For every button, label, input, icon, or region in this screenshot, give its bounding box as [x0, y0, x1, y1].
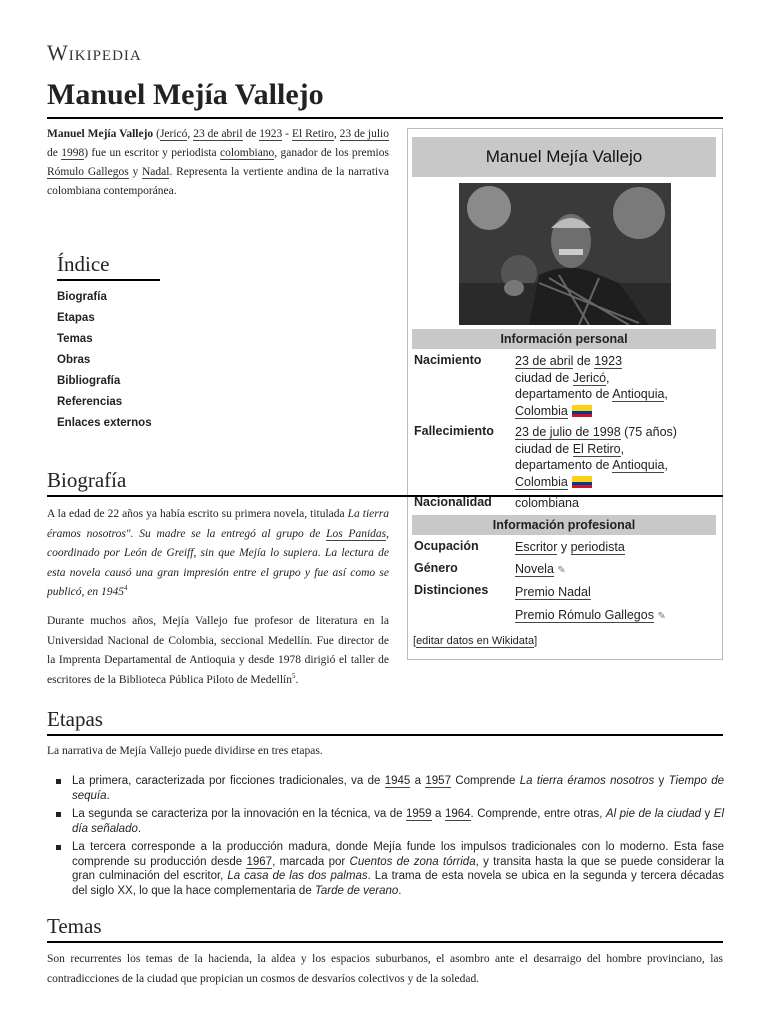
section-personal: Información personal — [412, 329, 716, 349]
work-al-pie: Al pie de la ciudad — [605, 808, 702, 820]
colombia-flag-icon — [572, 405, 592, 417]
etapa3-text-a: La tercera corresponde a la producción madura, donde Mejía funde los impulsos tradicionales con lo moderno. Esta fase comprende su producción desde — [72, 841, 724, 868]
list-item: La segunda se caracteriza por la innovación en la técnica, va de 1959 a 1964. Comprende, entre otras, Al pie de la ciudad y El día señalado. — [72, 808, 725, 835]
link-nac-date[interactable]: 23 de abril — [515, 354, 574, 368]
infobox — [407, 128, 723, 660]
toc-item-etapas[interactable]: Etapas — [57, 312, 95, 324]
ocup-y: y — [557, 540, 571, 554]
label-ocupacion: Ocupación — [414, 539, 479, 553]
link-death-date[interactable]: 23 de julio — [339, 128, 389, 140]
link-el-retiro[interactable]: El Retiro — [291, 128, 334, 140]
value-distincion-1 — [515, 584, 591, 601]
value-distincion-2 — [515, 607, 666, 626]
wikipedia-logo[interactable]: Wikipedia — [47, 40, 142, 65]
link-1959[interactable]: 1959 — [405, 808, 432, 820]
etapa2-text-a: La segunda se caracteriza por la innovación en la técnica, va de — [72, 808, 406, 820]
link-nac-year[interactable]: 1923 — [594, 354, 623, 368]
value-genero — [515, 561, 566, 580]
link-1945[interactable]: 1945 — [384, 775, 411, 787]
edit-wikidata: [editar datos en Wikidata] — [413, 635, 538, 647]
intro-de: de — [47, 147, 62, 159]
intro-y: y — [128, 166, 142, 178]
intro-text-1: ) fue un escritor y periodista — [84, 147, 220, 159]
link-1967[interactable]: 1967 — [246, 855, 273, 868]
label-distinciones: Distinciones — [414, 583, 489, 597]
fall-ciudad-label: ciudad de — [515, 441, 573, 456]
value-nacimiento: 23 de abril de 1923 ciudad de Jericó, departamento de Antioquia, Colombia — [515, 354, 668, 418]
link-nac-city[interactable]: Jericó — [572, 370, 607, 385]
heading-etapas: Etapas — [47, 707, 723, 736]
link-nadal[interactable]: Nadal — [142, 166, 170, 178]
label-nacimiento: Nacimiento — [414, 353, 482, 367]
work-sequia: Tiempo de sequía — [72, 775, 724, 802]
nac-depto-label: departamento de — [515, 387, 613, 401]
link-death-year[interactable]: 1998 — [61, 147, 85, 159]
intro-text-2: , ganador de los premios — [274, 147, 389, 159]
link-periodista[interactable]: periodista — [570, 540, 625, 554]
link-nac-colombia[interactable]: Colombia — [515, 403, 568, 418]
etapa1-text-c: Comprende — [450, 775, 520, 787]
infobox-title: Manuel Mejía Vallejo — [412, 137, 716, 177]
etapas-list — [72, 774, 724, 902]
pencil-icon-2[interactable]: ✎ — [657, 611, 666, 622]
work-tarde-verano: Tarde de verano — [314, 884, 399, 897]
toc-item-obras[interactable]: Obras — [57, 354, 91, 366]
heading-temas: Temas — [47, 914, 723, 943]
etapa1-text-a: La primera, caracterizada por ficciones tradicionales, va de — [72, 775, 385, 787]
list-item: La tercera corresponde a la producción madura, donde Mejía funde los impulsos tradicionales con lo moderno. Esta fase comprende su producción desde 1967, marcada por Cuentos de zona tórrida, y transita hasta la que se puede considerar la gran culminación del escritor, La casa de las dos palmas. La trama de esta novela se ubica en la segunda y tercera décadas del siglo XX, lo que la hace complementaria de Tarde de verano. — [72, 841, 725, 897]
link-fall-date[interactable]: 23 de julio de 1998 — [515, 425, 621, 439]
intro-paragraph: Manuel Mejía Vallejo (Jericó, 23 de abril de 1923 - El Retiro, 23 de julio de 1998) fue un escritor y periodista colombiano, ganador de los premios Rómulo Gallegos y Nadal. Representa la vertiente andina de la narrativa colombiana contemporánea. — [47, 128, 389, 197]
link-birth-date[interactable]: 23 de abril — [193, 128, 243, 140]
fall-depto-label: departamento de — [515, 458, 613, 472]
toc-item-enlaces[interactable]: Enlaces externos — [57, 417, 152, 429]
label-fallecimiento: Fallecimiento — [414, 424, 494, 438]
value-ocupacion — [515, 539, 625, 556]
link-nac-antioquia[interactable]: Antioquia — [612, 387, 665, 401]
portrait-image — [459, 183, 671, 325]
link-1957[interactable]: 1957 — [425, 775, 451, 787]
link-fall-city[interactable]: El Retiro — [572, 441, 621, 456]
temas-paragraph: Son recurrentes los temas de la hacienda, la aldea y los espacios suburbanos, el asombro ante el desarraigo del hombre provinciano, las contradicciones de la ciudad que propician un cosmos de desvaríos colectivos y de la soledad. — [47, 953, 723, 985]
ref-5[interactable]: 5 — [291, 671, 296, 680]
link-edit-wikidata[interactable]: editar datos en Wikidata — [416, 635, 535, 647]
fall-age: (75 años) — [620, 425, 677, 439]
work-casa-palmas: La casa de las dos palmas — [227, 870, 368, 882]
link-romulo-gallegos[interactable]: Rómulo Gallegos — [47, 166, 129, 178]
subject-name: Manuel Mejía Vallejo — [47, 128, 154, 140]
link-1964[interactable]: 1964 — [444, 808, 471, 820]
portrait-photo[interactable] — [459, 183, 671, 325]
etapa2-text-d: y — [701, 808, 714, 820]
etapa1-text-d: y — [654, 775, 669, 787]
etapa3-text-c: , y transita hasta la que se puede considerar la gran culminación del escritor, — [72, 855, 725, 882]
link-colombiano[interactable]: colombiano — [220, 147, 275, 159]
value-nacionalidad: colombiana — [515, 496, 579, 510]
bio-p1-c: , coordinado por León de Greiff, sin que Mejía lo supiera. La lectura de esta novela causó una gran impresión entre el grupo y fue así como se publicó, en 1945 — [47, 527, 389, 598]
label-genero: Género — [414, 561, 458, 575]
work-dia-senalado: El día señalado — [72, 808, 725, 835]
bio-p1-a: A la edad de 22 años ya había escrito su primera novela, titulada — [47, 508, 348, 520]
biografia-paragraph-2: Durante muchos años, Mejía Vallejo fue profesor de literatura en la Universidad Nacional de Colombia, seccional Medellín. Fue director de la Imprenta Departamental de Antioquia y desde 1978 dirigió el taller de escritores de la Biblioteca Pública Piloto de Medellín$^5$. — [47, 615, 389, 686]
toc-item-referencias[interactable]: Referencias — [57, 396, 123, 408]
etapa2-text-b: a — [431, 808, 445, 820]
heading-biografia: Biografía — [47, 468, 723, 497]
link-premio-nadal[interactable]: Premio Nadal — [515, 585, 591, 599]
etapas-intro: La narrativa de Mejía Vallejo puede dividirse en tres etapas. — [47, 745, 323, 757]
table-of-contents — [57, 252, 167, 436]
intro-text-3: . Representa la vertiente andina de la narrativa colombiana contemporánea. — [47, 166, 389, 197]
ref-4[interactable]: 4 — [123, 584, 128, 593]
page-title: Manuel Mejía Vallejo — [47, 78, 324, 111]
toc-item-biografia[interactable]: Biografía — [57, 291, 107, 303]
etapa3-text-d: . La trama de esta novela se ubica en la segunda y tercera décadas del siglo XX, lo que la hace complementaria de — [72, 870, 724, 897]
work-cuentos: Cuentos de zona tórrida — [349, 855, 476, 868]
link-novela[interactable]: Novela — [515, 562, 554, 576]
toc-item-temas[interactable]: Temas — [57, 333, 93, 345]
label-nacionalidad: Nacionalidad — [414, 495, 492, 509]
list-item: La primera, caracterizada por ficciones tradicionales, va de 1945 a 1957 Comprende La tierra éramos nosotros y Tiempo de sequía. — [72, 775, 724, 802]
work-tierra: La tierra éramos nosotros — [519, 775, 655, 787]
biografia-paragraph-1 — [47, 505, 389, 603]
etapa3-text-b: , marcada por — [272, 855, 350, 868]
link-los-panidas[interactable]: Los Panidas — [326, 527, 387, 540]
toc-heading: Índice — [57, 252, 160, 281]
link-premio-romulo[interactable]: Premio Rómulo Gallegos — [515, 608, 654, 622]
link-birth-year[interactable]: 1923 — [259, 128, 283, 140]
toc-item-bibliografia[interactable]: Bibliografía — [57, 375, 121, 387]
nac-ciudad-label: ciudad de — [515, 370, 573, 385]
link-fall-antioquia[interactable]: Antioquia — [612, 458, 665, 472]
value-fallecimiento: 23 de julio de 1998 (75 años) ciudad de El Retiro, departamento de Antioquia, Colombia — [515, 425, 677, 489]
etapa1-text-b: a — [410, 775, 426, 787]
pencil-icon[interactable]: ✎ — [557, 565, 566, 576]
etapa2-text-c: . Comprende, entre otras, — [470, 808, 606, 820]
link-jerico[interactable]: Jericó — [159, 128, 188, 140]
title-divider — [47, 117, 723, 119]
link-escritor[interactable]: Escritor — [515, 540, 558, 554]
link-fall-colombia[interactable]: Colombia — [515, 474, 568, 489]
bio-p2-text: Durante muchos años, Mejía Vallejo fue profesor de literatura en la Universidad Nacional de Colombia, seccional Medellín. Fue director de la Imprenta Departamental de Antioquia y desde 1978 dirigió el taller de escritores de la Biblioteca Pública Piloto de Medellín — [47, 615, 389, 686]
section-profesional: Información profesional — [412, 515, 716, 535]
bio-p1-b: La tierra éramos nosotros". Su madre se la entregó al grupo de — [47, 508, 389, 540]
intro-separator: - — [282, 128, 292, 140]
